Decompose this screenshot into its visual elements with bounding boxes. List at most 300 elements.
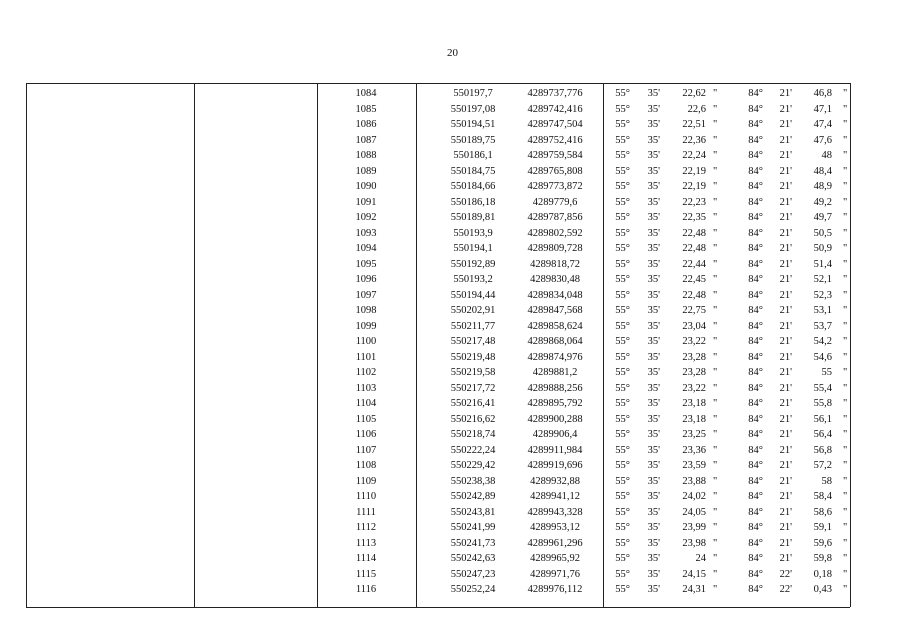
latitude-degrees: 55° [615, 165, 630, 177]
latitude-seconds: 24 [695, 553, 706, 564]
longitude-degrees: 84° [748, 103, 763, 115]
longitude-degrees: 84° [748, 568, 763, 580]
latitude-degrees: 55° [615, 181, 630, 192]
point-number: 1109 [355, 475, 377, 487]
point-number: 1104 [355, 398, 377, 409]
point-number: 1095 [355, 258, 377, 270]
longitude-minutes: 21' [779, 243, 792, 254]
latitude-seconds: 22,48 [682, 243, 706, 254]
y-coordinate: 4289971,76 [530, 568, 580, 580]
point-number: 1112 [355, 522, 377, 533]
longitude-minutes: 21' [779, 351, 792, 363]
latitude-minutes: 35' [647, 475, 660, 487]
latitude-seconds: 22,36 [682, 134, 706, 146]
y-coordinate: 4289900,288 [527, 413, 583, 425]
longitude-seconds: 54,6 [813, 351, 832, 363]
table-row [0, 86, 905, 101]
longitude-minutes: 21' [779, 227, 792, 239]
longitude-seconds-mark: " [843, 181, 848, 192]
latitude-degrees: 55° [615, 134, 630, 146]
latitude-minutes: 35' [647, 351, 660, 363]
x-coordinate: 550211,77 [450, 320, 496, 332]
longitude-seconds-mark: " [843, 305, 848, 316]
latitude-minutes: 35' [647, 119, 660, 130]
point-number: 1113 [355, 537, 377, 549]
longitude-degrees: 84° [748, 274, 763, 285]
latitude-minutes: 35' [647, 320, 660, 332]
longitude-degrees: 84° [748, 413, 763, 425]
x-coordinate: 550184,66 [450, 181, 496, 192]
longitude-seconds-mark: " [843, 212, 848, 223]
table-row [0, 195, 905, 210]
latitude-seconds-mark: " [713, 289, 718, 301]
point-number: 1088 [355, 150, 377, 161]
point-number: 1089 [355, 165, 377, 177]
latitude-minutes: 35' [647, 165, 660, 177]
longitude-degrees: 84° [748, 537, 763, 549]
latitude-minutes: 35' [647, 367, 660, 378]
latitude-minutes: 35' [647, 88, 660, 99]
y-coordinate: 4289830,48 [530, 274, 580, 285]
latitude-seconds: 22,48 [682, 227, 706, 239]
latitude-seconds-mark: " [713, 444, 718, 456]
latitude-degrees: 55° [615, 460, 630, 471]
longitude-degrees: 84° [748, 351, 763, 363]
y-coordinate: 4289747,504 [527, 119, 583, 130]
latitude-minutes: 35' [647, 413, 660, 425]
latitude-degrees: 55° [615, 212, 630, 223]
latitude-seconds: 23,28 [682, 351, 706, 363]
point-number: 1099 [355, 320, 377, 332]
table-row [0, 381, 905, 396]
latitude-seconds-mark: " [713, 382, 718, 394]
longitude-seconds: 47,6 [813, 134, 832, 146]
longitude-seconds: 48,9 [813, 181, 832, 192]
longitude-minutes: 21' [779, 134, 792, 146]
table-row [0, 210, 905, 225]
longitude-minutes: 21' [779, 429, 792, 440]
longitude-minutes: 22' [779, 568, 792, 580]
point-number: 1116 [355, 584, 377, 595]
latitude-seconds: 22,51 [682, 119, 706, 130]
latitude-seconds-mark: " [713, 212, 718, 223]
latitude-seconds-mark: " [713, 553, 718, 564]
x-coordinate: 550186,18 [450, 196, 496, 208]
point-number: 1108 [355, 460, 377, 471]
longitude-seconds-mark: " [843, 568, 848, 580]
latitude-minutes: 35' [647, 227, 660, 239]
point-number: 1086 [355, 119, 377, 130]
longitude-seconds: 53,7 [813, 320, 832, 332]
longitude-degrees: 84° [748, 584, 763, 595]
y-coordinate: 4289911,984 [527, 444, 583, 456]
longitude-degrees: 84° [748, 289, 763, 301]
latitude-seconds: 23,04 [682, 320, 706, 332]
latitude-seconds-mark: " [713, 491, 718, 502]
longitude-seconds: 56,8 [813, 444, 832, 456]
latitude-seconds: 23,59 [682, 460, 706, 471]
x-coordinate: 550194,1 [453, 243, 493, 254]
latitude-degrees: 55° [615, 553, 630, 564]
point-number: 1102 [355, 367, 377, 378]
latitude-minutes: 35' [647, 568, 660, 580]
longitude-seconds: 55 [821, 367, 832, 378]
y-coordinate: 4289932,88 [530, 475, 580, 487]
longitude-seconds-mark: " [843, 165, 848, 177]
latitude-minutes: 35' [647, 460, 660, 471]
longitude-seconds: 48,4 [813, 165, 832, 177]
longitude-seconds: 47,4 [813, 119, 832, 130]
longitude-seconds-mark: " [843, 460, 848, 471]
longitude-minutes: 21' [779, 522, 792, 533]
longitude-degrees: 84° [748, 165, 763, 177]
latitude-seconds: 22,6 [687, 103, 706, 115]
latitude-degrees: 55° [615, 305, 630, 316]
latitude-degrees: 55° [615, 336, 630, 347]
latitude-minutes: 35' [647, 336, 660, 347]
latitude-minutes: 35' [647, 382, 660, 394]
table-row [0, 257, 905, 272]
table-row [0, 443, 905, 458]
x-coordinate: 550193,2 [453, 274, 493, 285]
longitude-seconds-mark: " [843, 398, 848, 409]
y-coordinate: 4289906,4 [532, 429, 578, 440]
longitude-minutes: 21' [779, 196, 792, 208]
longitude-seconds-mark: " [843, 537, 848, 549]
longitude-seconds-mark: " [843, 336, 848, 347]
longitude-seconds-mark: " [843, 258, 848, 270]
table-row [0, 350, 905, 365]
table-row [0, 272, 905, 287]
point-number: 1105 [355, 413, 377, 425]
longitude-degrees: 84° [748, 553, 763, 564]
point-number: 1111 [356, 506, 376, 518]
latitude-degrees: 55° [615, 491, 630, 502]
point-number: 1107 [355, 444, 377, 456]
latitude-degrees: 55° [615, 429, 630, 440]
latitude-seconds-mark: " [713, 227, 718, 239]
longitude-minutes: 21' [779, 553, 792, 564]
table-row [0, 489, 905, 504]
longitude-seconds-mark: " [843, 475, 848, 487]
table-row [0, 241, 905, 256]
x-coordinate: 550184,75 [450, 165, 496, 177]
longitude-seconds: 46,8 [813, 88, 832, 99]
x-coordinate: 550241,73 [450, 537, 496, 549]
latitude-minutes: 35' [647, 258, 660, 270]
table-row [0, 505, 905, 520]
latitude-seconds: 23,36 [682, 444, 706, 456]
x-coordinate: 550242,89 [450, 491, 496, 502]
longitude-minutes: 21' [779, 367, 792, 378]
latitude-seconds-mark: " [713, 305, 718, 316]
point-number: 1084 [355, 88, 377, 99]
x-coordinate: 550219,58 [450, 367, 496, 378]
longitude-seconds: 51,4 [813, 258, 832, 270]
table-row [0, 412, 905, 427]
table-row [0, 303, 905, 318]
x-coordinate: 550219,48 [450, 351, 496, 363]
latitude-degrees: 55° [615, 475, 630, 487]
x-coordinate: 550247,23 [450, 568, 496, 580]
latitude-degrees: 55° [615, 568, 630, 580]
point-number: 1114 [355, 553, 377, 564]
x-coordinate: 550229,42 [450, 460, 496, 471]
longitude-seconds-mark: " [843, 134, 848, 146]
y-coordinate: 4289965,92 [530, 553, 580, 564]
table-row [0, 582, 905, 597]
y-coordinate: 4289742,416 [527, 103, 583, 115]
table-row [0, 133, 905, 148]
longitude-minutes: 21' [779, 258, 792, 270]
longitude-seconds-mark: " [843, 243, 848, 254]
latitude-minutes: 35' [647, 506, 660, 518]
table-row [0, 179, 905, 194]
longitude-seconds-mark: " [843, 320, 848, 332]
point-number: 1091 [355, 196, 377, 208]
point-number: 1100 [355, 336, 377, 347]
table-row [0, 102, 905, 117]
latitude-seconds-mark: " [713, 584, 718, 595]
longitude-seconds: 48 [821, 150, 832, 161]
longitude-seconds-mark: " [843, 196, 848, 208]
latitude-seconds: 23,22 [682, 336, 706, 347]
longitude-seconds-mark: " [843, 227, 848, 239]
latitude-seconds: 22,19 [682, 165, 706, 177]
longitude-degrees: 84° [748, 522, 763, 533]
latitude-seconds-mark: " [713, 367, 718, 378]
longitude-degrees: 84° [748, 506, 763, 518]
latitude-seconds: 22,62 [682, 88, 706, 99]
latitude-seconds: 23,22 [682, 382, 706, 394]
x-coordinate: 550194,51 [450, 119, 496, 130]
latitude-minutes: 35' [647, 553, 660, 564]
latitude-seconds-mark: " [713, 398, 718, 409]
longitude-minutes: 21' [779, 289, 792, 301]
longitude-degrees: 84° [748, 491, 763, 502]
longitude-seconds-mark: " [843, 274, 848, 285]
latitude-seconds: 23,28 [682, 367, 706, 378]
table-row [0, 536, 905, 551]
longitude-degrees: 84° [748, 320, 763, 332]
y-coordinate: 4289847,568 [527, 305, 583, 316]
x-coordinate: 550252,24 [450, 584, 496, 595]
x-coordinate: 550189,75 [450, 134, 496, 146]
longitude-seconds: 53,1 [813, 305, 832, 316]
latitude-seconds: 22,35 [682, 212, 706, 223]
point-number: 1093 [355, 227, 377, 239]
longitude-seconds: 56,1 [813, 413, 832, 425]
y-coordinate: 4289943,328 [527, 506, 583, 518]
x-coordinate: 550194,44 [450, 289, 496, 301]
y-coordinate: 4289961,296 [527, 537, 583, 549]
longitude-minutes: 21' [779, 305, 792, 316]
point-number: 1092 [355, 212, 377, 223]
latitude-seconds-mark: " [713, 429, 718, 440]
latitude-seconds-mark: " [713, 196, 718, 208]
longitude-minutes: 21' [779, 413, 792, 425]
y-coordinate: 4289787,856 [527, 212, 583, 223]
longitude-seconds: 59,6 [813, 537, 832, 549]
longitude-seconds-mark: " [843, 444, 848, 456]
longitude-seconds: 59,8 [813, 553, 832, 564]
latitude-seconds: 23,98 [682, 537, 706, 549]
latitude-minutes: 35' [647, 212, 660, 223]
point-number: 1090 [355, 181, 377, 192]
latitude-minutes: 35' [647, 274, 660, 285]
latitude-degrees: 55° [615, 103, 630, 115]
point-number: 1103 [355, 382, 377, 394]
latitude-degrees: 55° [615, 522, 630, 533]
longitude-minutes: 21' [779, 103, 792, 115]
table-row [0, 288, 905, 303]
latitude-minutes: 35' [647, 522, 660, 533]
latitude-seconds-mark: " [713, 258, 718, 270]
y-coordinate: 4289759,584 [527, 150, 583, 161]
longitude-minutes: 21' [779, 491, 792, 502]
x-coordinate: 550218,74 [450, 429, 496, 440]
latitude-seconds: 23,18 [682, 413, 706, 425]
table-row [0, 427, 905, 442]
y-coordinate: 4289941,12 [530, 491, 580, 502]
longitude-minutes: 21' [779, 382, 792, 394]
y-coordinate: 4289737,776 [527, 88, 583, 99]
table-row [0, 164, 905, 179]
x-coordinate: 550202,91 [450, 305, 496, 316]
x-coordinate: 550216,41 [450, 398, 496, 409]
latitude-seconds: 24,15 [682, 568, 706, 580]
longitude-minutes: 21' [779, 88, 792, 99]
point-number: 1096 [355, 274, 377, 285]
longitude-seconds: 57,2 [813, 460, 832, 471]
longitude-minutes: 21' [779, 537, 792, 549]
table-row [0, 148, 905, 163]
x-coordinate: 550241,99 [450, 522, 496, 533]
longitude-seconds: 55,8 [813, 398, 832, 409]
latitude-seconds-mark: " [713, 119, 718, 130]
longitude-degrees: 84° [748, 382, 763, 394]
longitude-seconds: 50,9 [813, 243, 832, 254]
longitude-minutes: 21' [779, 212, 792, 223]
page-number: 20 [447, 47, 458, 59]
longitude-seconds: 59,1 [813, 522, 832, 533]
y-coordinate: 4289919,696 [527, 460, 583, 471]
latitude-degrees: 55° [615, 150, 630, 161]
longitude-degrees: 84° [748, 227, 763, 239]
point-number: 1106 [355, 429, 377, 440]
latitude-seconds-mark: " [713, 336, 718, 347]
x-coordinate: 550217,48 [450, 336, 496, 347]
x-coordinate: 550243,81 [450, 506, 496, 518]
longitude-seconds: 52,3 [813, 289, 832, 301]
longitude-minutes: 21' [779, 320, 792, 332]
y-coordinate: 4289868,064 [527, 336, 583, 347]
latitude-degrees: 55° [615, 243, 630, 254]
longitude-seconds-mark: " [843, 119, 848, 130]
table-row [0, 117, 905, 132]
table-row [0, 365, 905, 380]
latitude-minutes: 35' [647, 196, 660, 208]
point-number: 1098 [355, 305, 377, 316]
latitude-seconds: 23,88 [682, 475, 706, 487]
point-number: 1115 [355, 568, 377, 580]
latitude-seconds: 24,02 [682, 491, 706, 502]
latitude-minutes: 35' [647, 289, 660, 301]
latitude-degrees: 55° [615, 88, 630, 99]
latitude-degrees: 55° [615, 274, 630, 285]
table-row [0, 226, 905, 241]
longitude-seconds: 49,2 [813, 196, 832, 208]
longitude-degrees: 84° [748, 258, 763, 270]
latitude-seconds-mark: " [713, 150, 718, 161]
point-number: 1097 [355, 289, 377, 301]
longitude-seconds: 0,18 [813, 568, 832, 580]
longitude-degrees: 84° [748, 243, 763, 254]
latitude-seconds: 22,48 [682, 289, 706, 301]
latitude-minutes: 35' [647, 537, 660, 549]
longitude-seconds: 0,43 [813, 584, 832, 595]
latitude-seconds-mark: " [713, 568, 718, 580]
point-number: 1101 [355, 351, 377, 363]
longitude-degrees: 84° [748, 88, 763, 99]
latitude-seconds-mark: " [713, 351, 718, 363]
longitude-seconds-mark: " [843, 367, 848, 378]
latitude-degrees: 55° [615, 537, 630, 549]
latitude-seconds-mark: " [713, 181, 718, 192]
latitude-seconds: 23,18 [682, 398, 706, 409]
longitude-minutes: 22' [779, 584, 792, 595]
longitude-minutes: 21' [779, 119, 792, 130]
y-coordinate: 4289752,416 [527, 134, 583, 146]
point-number: 1110 [355, 491, 377, 502]
table-top-border [26, 83, 850, 84]
y-coordinate: 4289858,624 [527, 320, 583, 332]
longitude-seconds-mark: " [843, 506, 848, 518]
y-coordinate: 4289834,048 [527, 289, 583, 301]
longitude-seconds: 50,5 [813, 227, 832, 239]
longitude-seconds-mark: " [843, 584, 848, 595]
longitude-seconds-mark: " [843, 382, 848, 394]
latitude-seconds: 24,31 [682, 584, 706, 595]
table-row [0, 334, 905, 349]
longitude-minutes: 21' [779, 460, 792, 471]
longitude-degrees: 84° [748, 212, 763, 223]
latitude-seconds-mark: " [713, 460, 718, 471]
x-coordinate: 550189,81 [450, 212, 496, 223]
latitude-degrees: 55° [615, 584, 630, 595]
y-coordinate: 4289888,256 [527, 382, 583, 394]
table-row [0, 396, 905, 411]
y-coordinate: 4289809,728 [527, 243, 583, 254]
y-coordinate: 4289765,808 [527, 165, 583, 177]
latitude-seconds-mark: " [713, 88, 718, 99]
latitude-degrees: 55° [615, 227, 630, 239]
latitude-degrees: 55° [615, 413, 630, 425]
x-coordinate: 550217,72 [450, 382, 496, 394]
y-coordinate: 4289953,12 [530, 522, 580, 533]
longitude-seconds-mark: " [843, 351, 848, 363]
latitude-seconds: 22,45 [682, 274, 706, 285]
latitude-seconds-mark: " [713, 506, 718, 518]
x-coordinate: 550197,08 [450, 103, 496, 115]
latitude-degrees: 55° [615, 444, 630, 456]
latitude-minutes: 35' [647, 429, 660, 440]
longitude-seconds-mark: " [843, 522, 848, 533]
x-coordinate: 550222,24 [450, 444, 496, 456]
latitude-minutes: 35' [647, 181, 660, 192]
table-row [0, 474, 905, 489]
latitude-seconds-mark: " [713, 537, 718, 549]
